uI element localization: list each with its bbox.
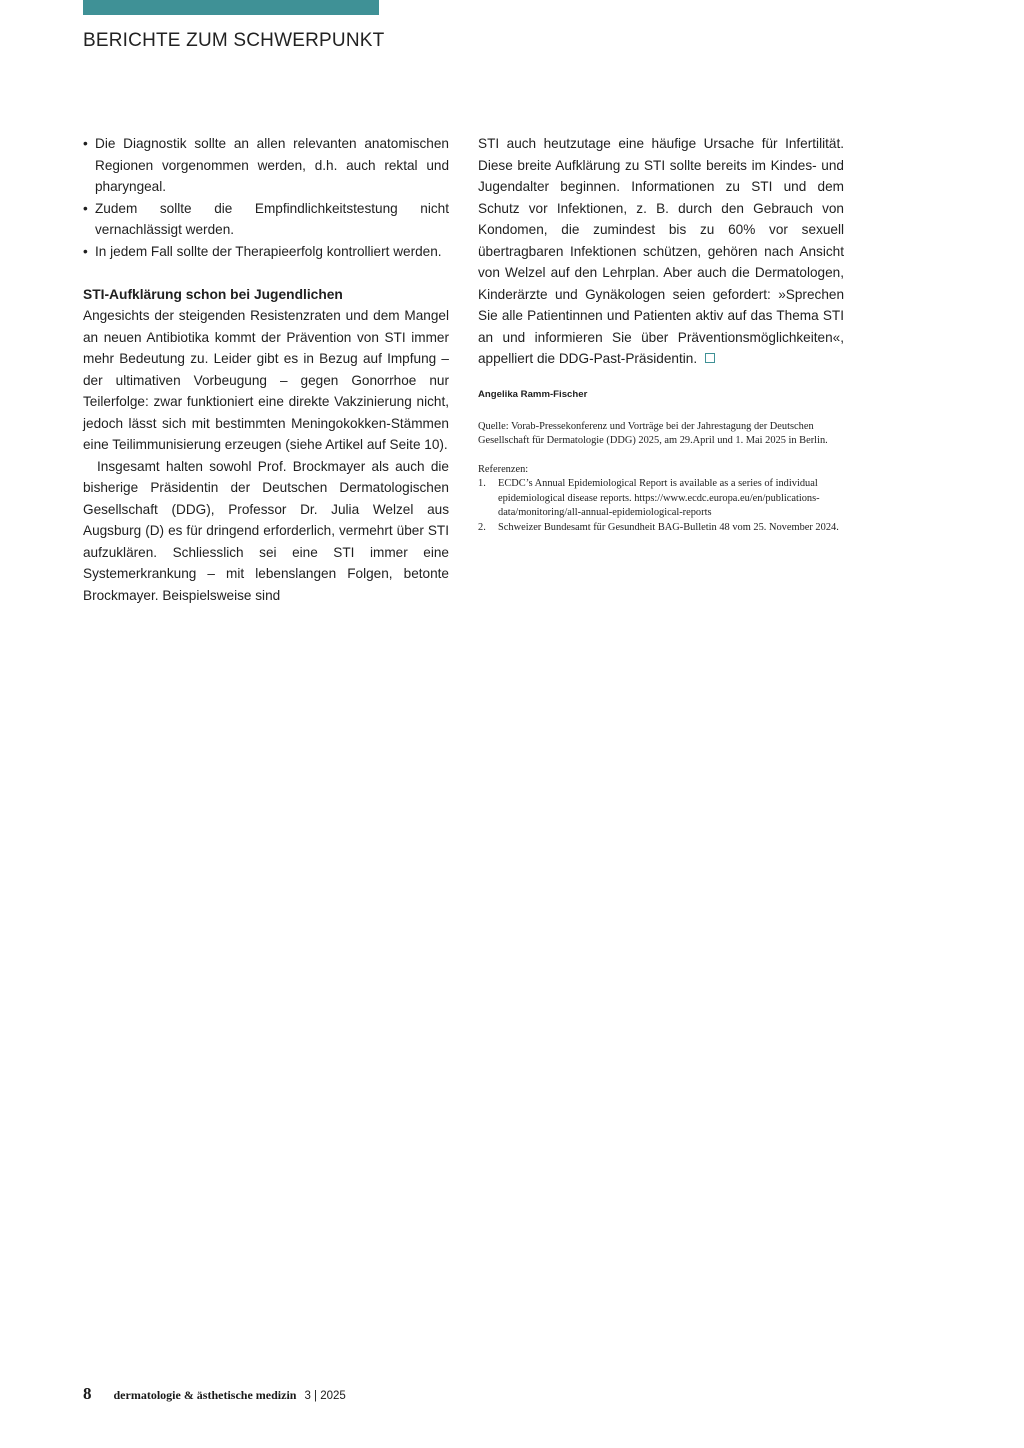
list-item: • Zudem sollte die Empfindlichkeitstestung nicht vernachlässigt werden. [83, 198, 449, 241]
end-of-article-icon [705, 353, 715, 363]
header-accent-bar [83, 0, 379, 15]
subheading: STI-Aufklärung schon bei Jugendlichen [83, 287, 343, 302]
page-number: 8 [83, 1384, 92, 1403]
references-title: Referenzen: [478, 463, 529, 475]
bullet-list [83, 133, 449, 262]
section-title: BERICHTE ZUM SCHWERPUNKT [83, 30, 385, 51]
body-paragraph: Angesichts der steigenden Resistenzraten und dem Mangel an neuen Antibiotika kommt der Prävention von STI immer mehr Bedeutung zu. Leider gibt es in Bezug auf Impfung – der ultimativen Vorbeugung – gegen Gonorrhoe nur Teilerfolge: zwar funktioniert eine direkte Vakzinierung nicht, jedoch lässt sich mit bestimmten Meningokokken-Stämmen eine Teilimmunisierung erzeugen (siehe Artikel auf Seite 10). [83, 308, 449, 452]
reference-item: 1. ECDC’s Annual Epidemiological Report is available as a series of individual epidemiological disease reports. https://www.ecdc.europa.eu/en/publications-data/monitoring/all-annual-epidemiological-reports [478, 478, 820, 519]
bullet-icon: • [83, 200, 88, 216]
body-paragraph: STI auch heutzutage eine häufige Ursache für Infertilität. Diese breite Aufklärung zu STI sollte bereits im Kindes- und Jugendalter beginnen. Informationen zu STI und dem Schutz vor Infektionen, z. B. durch den Gebrauch von Kondomen, die zumindest bis zu 60% vor sexuell übertragbaren Infektionen schützen, gehören nach Ansicht von Welzel auf den Lehrplan. Aber auch die Dermatologen, Kinderärzte und Gynäkologen seien gefordert: »Sprechen Sie alle Patientinnen und Patienten aktiv auf das Thema STI an und informieren Sie über Präventionsmöglichkeiten«, appelliert die DDG-Past-Präsidentin. [478, 136, 844, 366]
left-column [83, 133, 449, 606]
list-item: • Die Diagnostik sollte an allen relevanten anatomischen Regionen vorgenommen werden, d.h. auch rektal und pharyngeal. [83, 133, 449, 198]
right-column [478, 133, 844, 536]
reference-item: 2. Schweizer Bundesamt für Gesundheit BAG-Bulletin 48 vom 25. November 2024. [478, 522, 839, 534]
source-note: Quelle: Vorab-Pressekonferenz und Vorträge bei der Jahrestagung der Deutschen Gesellschaft für Dermatologie (DDG) 2025, am 29.April und 1. Mai 2025 in Berlin. [478, 420, 828, 447]
bullet-icon: • [83, 136, 88, 151]
list-item: • In jedem Fall sollte der Therapieerfolg kontrolliert werden. [83, 241, 449, 263]
issue-number: 3 | 2025 [304, 1390, 346, 1402]
journal-name: dermatologie & ästhetische medizin [113, 1388, 297, 1402]
body-paragraph: Insgesamt halten sowohl Prof. Brockmayer als auch die bisherige Präsidentin der Deutschen Dermatologischen Gesellschaft (DDG), Professor Dr. Julia Welzel aus Augsburg (D) es für dringend erforderlich, vermehrt über STI aufzuklären. Schliesslich sei eine STI immer eine Systemerkrankung – mit lebenslangen Folgen, betonte Brockmayer. Beispielsweise sind [83, 458, 449, 603]
bullet-icon: • [83, 243, 88, 259]
page-footer [83, 1384, 346, 1404]
author-name: Angelika Ramm-Fischer [478, 388, 588, 400]
references-list [478, 477, 844, 535]
